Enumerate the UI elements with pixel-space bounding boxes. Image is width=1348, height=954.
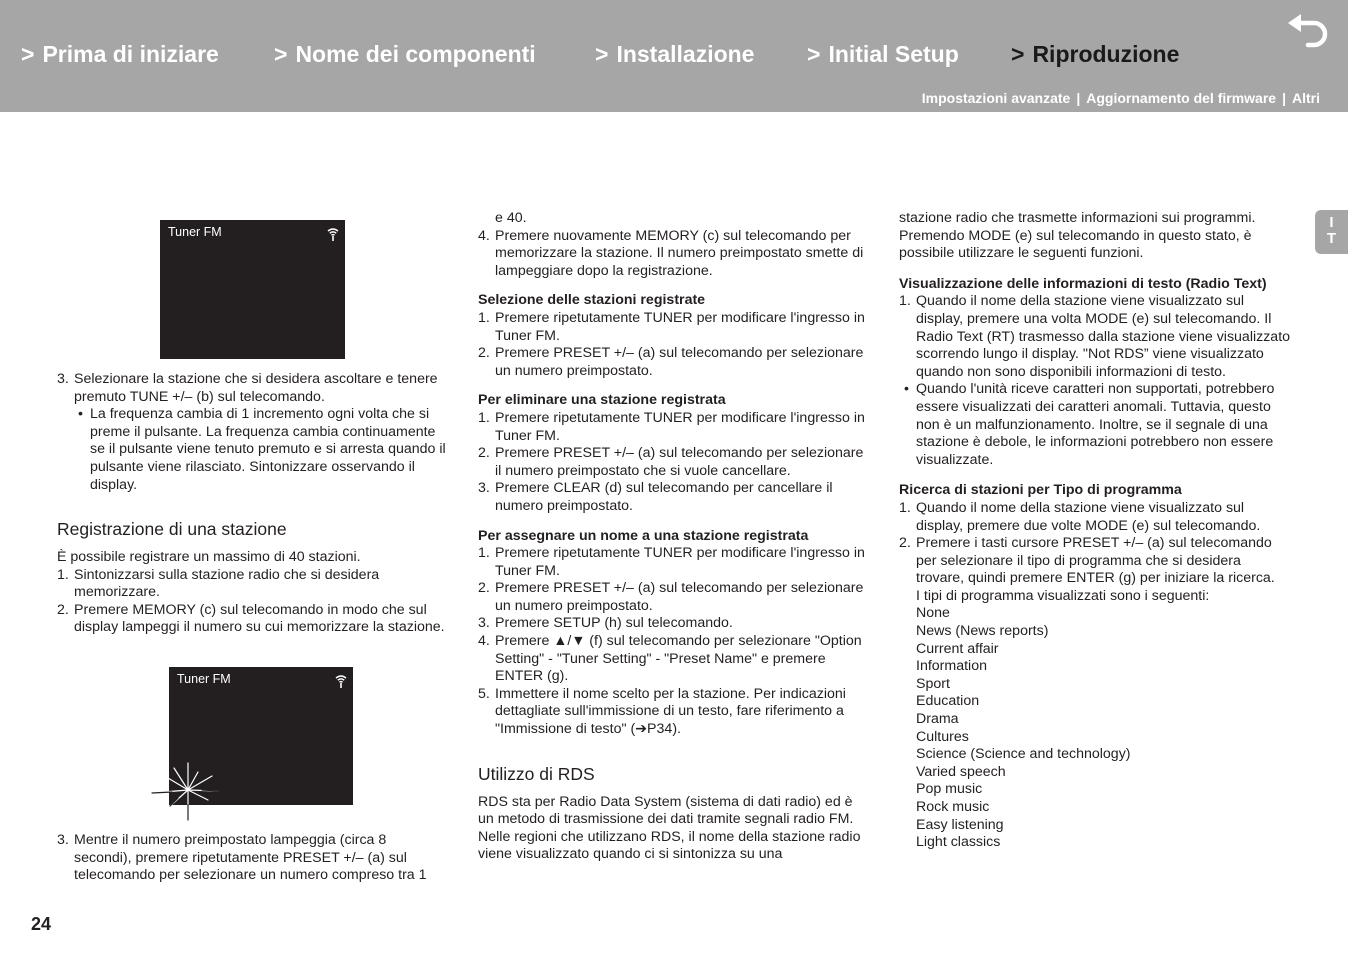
program-type-item: Information [916,658,987,675]
program-type-item: Varied speech [916,763,1006,780]
column-1-bottom [57,832,447,885]
step-number: 1. [478,545,490,562]
step-number: 3. [57,832,69,848]
step-text: Premere nuovamente MEMORY (c) sul telecomando per memorizzare la stazione. Il numero preimpostato smette di lampeggiare dopo la registrazione. [495,227,864,279]
sel-step-2 [478,345,870,380]
section-heading-rds: Utilizzo di RDS [478,763,595,784]
name-step-5 [478,686,870,739]
step-number: 2. [899,535,911,552]
subnav-aggiornamento-firmware[interactable]: Aggiornamento del firmware [1086,90,1277,106]
reg-step-3 [57,832,447,885]
step-text: Premere ripetutamente TUNER per modificare l'ingresso in Tuner FM. [495,409,865,444]
sub-navigation [922,88,1320,108]
page-number: 24 [31,914,52,934]
program-type-item: Sport [916,675,950,692]
rds-description: RDS sta per Radio Data System (sistema di dati radio) ed è un metodo di trasmissione dei dati tramite segnali radio FM. Nelle regioni che utilizzano RDS, il nome della stazione radio viene visualizzato quando ci si sintonizza su una [478,793,861,863]
nav-arrow: > [274,41,288,67]
step-text: Premere i tasti cursore PRESET +/– (a) sul telecomando per selezionare il tipo di programma che si desidera trovare, quindi premere ENTER (g) per iniziare la ricerca. [916,535,1275,587]
nav-arrow: > [595,41,609,67]
del-step-2 [478,445,870,480]
step-text: Premere ripetutamente TUNER per modificare l'ingresso in Tuner FM. [495,545,865,579]
nav-riproduzione[interactable] [1011,38,1179,70]
column-1-top [57,371,447,494]
subnav-separator: | [1076,90,1081,106]
step-number: 2. [57,601,69,618]
nav-label: Nome dei componenti [295,41,536,67]
step-number: 1. [57,566,69,583]
nav-prima-di-iniziare[interactable] [21,38,219,70]
antenna-icon [327,228,339,244]
bullet-dot: • [78,406,83,423]
program-type-item: None [916,605,950,622]
program-type-item: Rock music [916,799,990,815]
step-number: 4. [478,227,490,244]
program-types-intro: I tipi di programma visualizzati sono i seguenti: [916,587,1210,604]
name-step-2 [478,580,870,615]
program-type-item: Pop music [916,781,983,798]
program-type-item: Current affair [916,640,999,657]
bullet-unsupported-chars [899,381,1291,469]
step-text: Premere PRESET +/– (a) sul telecomando per selezionare il numero preimpostato che si vuole cancellare. [495,445,864,479]
reg-step-4 [478,228,870,281]
bullet-text: La frequenza cambia di 1 incremento ogni volta che si preme il pulsante. La frequenza cambia continuamente se il pulsante viene tenuto premuto e si arresta quando il pulsante viene rilasciato. Sintonizzare osservando il display. [90,406,446,493]
step-3-select-station [57,371,447,406]
subheading-assegnare-nome: Per assegnare un nome a una stazione registrata [478,527,809,544]
intro-text: È possibile registrare un massimo di 40 stazioni. [57,549,361,565]
step-number: 2. [478,445,490,462]
reg-step-1 [57,567,447,602]
nav-nome-dei-componenti[interactable] [274,38,536,70]
display-label: Tuner FM [177,672,231,686]
step-number: 3. [57,371,69,387]
continued-text: stazione radio che trasmette informazioni sui programmi. Premendo MODE (e) sul telecomando in questo stato, è possibile utilizzare le seguenti funzioni. [899,210,1256,262]
step-text: Immettere il nome scelto per la stazione. Per indicazioni dettagliate sull'immissione di un testo, fare riferimento a "Immissione di testo" ( [495,685,846,738]
page-reference-link[interactable]: ➔P34 [635,721,673,738]
step-text: Quando il nome della stazione viene visualizzato sul display, premere due volte MODE (e) sul telecomando. [916,499,1261,534]
bullet-frequency-note [57,406,447,494]
step-number: 1. [899,293,911,310]
step-text: ). [672,721,681,738]
column-1-registration [57,518,447,637]
return-arrow-icon[interactable] [1286,14,1332,52]
nav-initial-setup[interactable] [807,38,959,70]
program-type-item: Light classics [916,834,1001,851]
name-step-3 [478,615,870,633]
step-text: Premere SETUP (h) sul telecomando. [495,615,733,632]
step-text: Selezionare la stazione che si desidera ascoltare e tenere premuto TUNE +/– (b) sul telecomando. [74,371,438,405]
step-text: Premere ▲/▼ (f) sul telecomando per selezionare "Option Setting" - "Tuner Setting" - "Preset Name" e premere ENTER (g). [495,633,862,685]
subheading-eliminare: Per eliminare una stazione registrata [478,392,726,409]
step-number: 5. [478,685,490,702]
step-text: Sintonizzarsi sulla stazione radio che si desidera memorizzare. [74,566,380,601]
program-type-item: Science (Science and technology) [916,746,1131,763]
del-step-1 [478,410,870,445]
step-number: 4. [478,633,490,650]
bullet-dot: • [904,381,909,398]
subheading-tipo-programma: Ricerca di stazioni per Tipo di programma [899,482,1182,499]
subnav-separator: | [1282,90,1286,106]
flash-burst-icon [150,760,222,822]
language-tab[interactable] [1315,210,1348,254]
nav-label: Prima di iniziare [42,41,219,67]
step-text: Premere PRESET +/– (a) sul telecomando per selezionare un numero preimpostato. [495,345,864,379]
step-text: Premere MEMORY (c) sul telecomando in modo che sul display lampeggi il numero su cui memorizzare la stazione. [74,601,445,636]
program-type-item: Cultures [916,728,969,745]
program-type-item: Education [916,693,980,710]
step-text: Premere CLEAR (d) sul telecomando per cancellare il numero preimpostato. [495,480,833,514]
del-step-3 [478,480,870,515]
step-number: 2. [478,345,490,362]
column-3 [899,210,1291,852]
program-type-item: Drama [916,711,959,728]
step-text: Premere PRESET +/– (a) sul telecomando per selezionare un numero preimpostato. [495,580,864,614]
nav-arrow: > [807,41,821,67]
step-number: 1. [478,309,490,326]
step-text: Premere ripetutamente TUNER per modificare l'ingresso in Tuner FM. [495,309,865,344]
subheading-selezione: Selezione delle stazioni registrate [478,292,706,309]
program-type-item: Easy listening [916,816,1004,833]
section-heading-registrazione: Registrazione di una stazione [57,519,287,539]
sel-step-1 [478,310,870,345]
header-bar [0,0,1348,112]
language-tab-letter: I [1329,214,1334,231]
step-number: 3. [478,480,490,497]
tuner-display-1 [160,220,345,359]
step-number: 1. [478,409,490,426]
rt-step-1 [899,293,1291,381]
antenna-icon [335,675,347,691]
nav-arrow: > [1011,41,1025,67]
column-2 [478,210,870,864]
subheading-radio-text: Visualizzazione delle informazioni di testo (Radio Text) [899,275,1267,292]
step-text: Quando il nome della stazione viene visualizzato sul display, premere una volta MODE (e) sul telecomando. Il Radio Text (RT) trasmesso dalla stazione viene visualizzato scorrendo lungo il display. "Not RDS” viene visualizzato quando non sono disponibili informazioni di testo. [916,293,1291,380]
reg-step-2 [57,602,447,637]
program-types-list [899,605,1291,851]
nav-arrow: > [21,41,35,67]
subnav-impostazioni-avanzate[interactable]: Impostazioni avanzate [921,90,1071,106]
nav-label: Initial Setup [828,41,959,67]
pty-step-1 [899,500,1291,535]
subnav-altri[interactable]: Altri [1292,90,1320,106]
continued-text: e 40. [495,210,527,226]
nav-installazione[interactable] [595,38,754,70]
pty-step-2 [899,535,1291,588]
step-number: 2. [478,580,490,597]
step-number: 1. [899,499,911,516]
name-step-4 [478,633,870,686]
display-label: Tuner FM [168,225,222,239]
step-text: Mentre il numero preimpostato lampeggia (circa 8 secondi), premere ripetutamente PRESET +/– (a) sul telecomando per selezionare un numero compreso tra 1 [74,832,427,884]
bullet-text: Quando l'unità riceve caratteri non supportati, potrebbero essere visualizzati dei caratteri anomali. Tuttavia, questo non è un malfunzionamento. Inoltre, se il segnale di una stazione è debole, le informazioni potrebbero non essere visualizzate. [916,381,1275,468]
language-tab-letter: T [1326,230,1337,247]
nav-label: Installazione [616,41,755,67]
step-number: 3. [478,615,490,632]
program-type-item: News (News reports) [916,623,1049,640]
name-step-1 [478,545,870,580]
nav-label: Riproduzione [1032,41,1180,67]
